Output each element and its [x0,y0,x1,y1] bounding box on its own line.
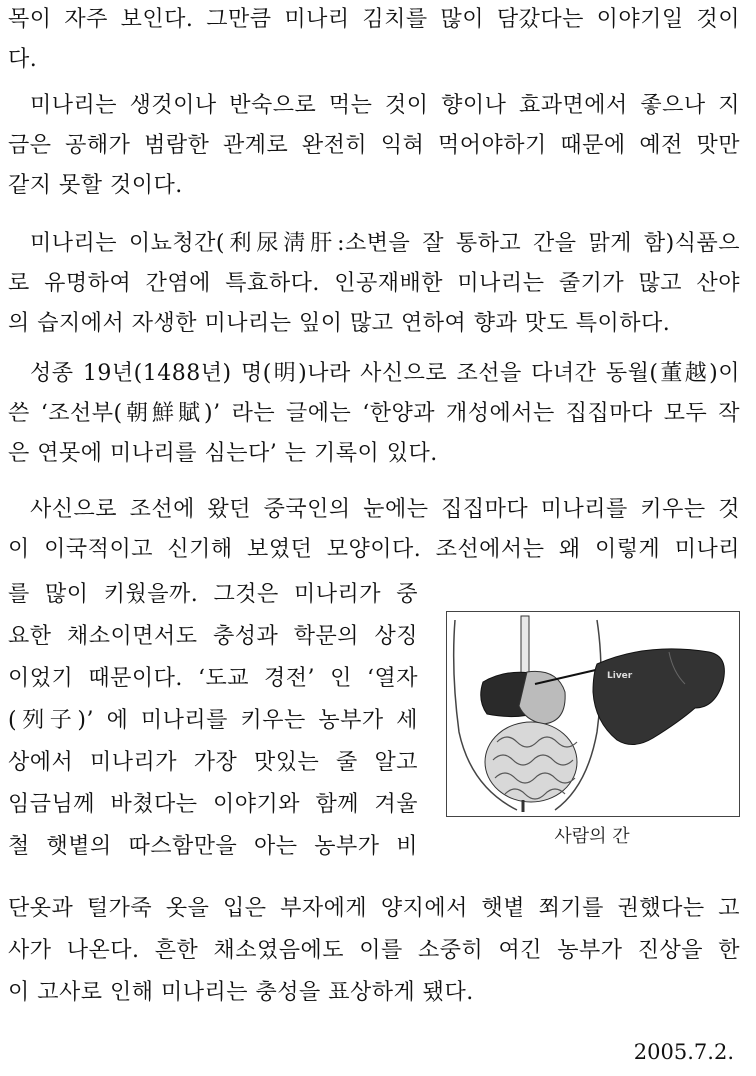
text-line: 단옷과 털가죽 옷을 입은 부자에게 양지에서 햇볕 쬐기를 권했다는 고 [8,896,740,921]
paragraph-4 [8,354,740,474]
paragraph-2 [8,86,740,206]
text-line: 를 많이 키웠을까. 그것은 미나리가 중 [8,582,418,607]
text-line: 사가 나온다. 흔한 채소였음에도 이를 소중히 여긴 농부가 진상을 한 [8,938,740,963]
paragraph-1 [8,0,740,80]
text-line: 이었기 때문이다. ‘도교 경전’ 인 ‘열자 [8,666,418,691]
text-line: 이 이국적이고 신기해 보였던 모양이다. 조선에서는 왜 이렇게 미나리 [8,537,740,562]
figure-caption: 사람의 간 [554,826,630,847]
liver-figure [446,611,740,817]
text-line: 쓴 ‘조선부(朝鮮賦)’ 라는 글에는 ‘한양과 개성에서는 집집마다 모두 작 [8,401,740,426]
date-stamp: 2005.7.2. [633,1040,734,1064]
paragraph-5 [8,490,740,570]
text-line: 의 습지에서 자생한 미나리는 잎이 많고 연하여 향과 맛도 특이하다. [8,311,671,336]
text-line: 같지 못할 것이다. [8,173,183,198]
text-line: 은 연못에 미나리를 심는다’ 는 기록이 있다. [8,441,438,466]
text-line: 성종 19년(1488년) 명(明)나라 사신으로 조선을 다녀간 동월(董越)이 [30,361,740,386]
text-line: 요한 채소이면서도 충성과 학문의 상징 [8,624,418,649]
paragraph-5-wrap [8,574,420,868]
text-line: 철 햇볕의 따스함만을 아는 농부가 비 [8,834,418,859]
text-line: 미나리는 생것이나 반숙으로 먹는 것이 향이나 효과면에서 좋으나 지 [30,93,740,118]
text-line: 로 유명하여 간염에 특효하다. 인공재배한 미나리는 줄기가 많고 산야 [8,271,740,296]
liver-illustration [447,612,739,816]
text-line: 금은 공해가 범람한 관계로 완전히 익혀 먹어야하기 때문에 예전 맛만 [8,133,740,158]
liver-label: Liver [607,671,633,681]
text-line: 다. [8,47,38,72]
text-line: 사신으로 조선에 왔던 중국인의 눈에는 집집마다 미나리를 키우는 것 [30,497,740,522]
text-line: (列子)’ 에 미나리를 키우는 농부가 세 [8,708,418,733]
paragraph-5-tail [8,888,740,1014]
text-line: 임금님께 바쳤다는 이야기와 함께 겨울 [8,792,418,817]
paragraph-3 [8,224,740,344]
text-line: 이 고사로 인해 미나리는 충성을 표상하게 됐다. [8,980,474,1005]
text-line: 상에서 미나리가 가장 맛있는 줄 알고 [8,750,418,775]
text-line: 목이 자주 보인다. 그만큼 미나리 김치를 많이 담갔다는 이야기일 것이 [8,7,740,32]
text-line: 미나리는 이뇨청간(利尿淸肝:소변을 잘 통하고 간을 맑게 함)식품으 [30,231,740,256]
